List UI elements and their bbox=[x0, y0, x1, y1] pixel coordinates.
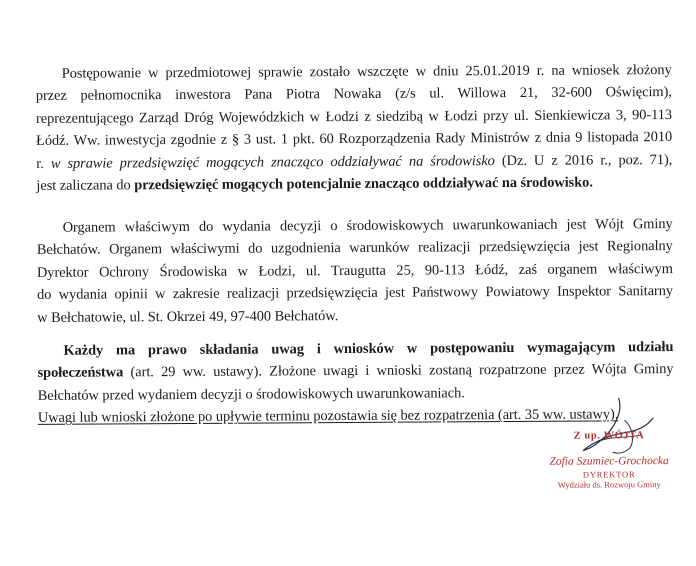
text-fragment: r. bbox=[36, 155, 44, 172]
text-line: Bełchatów. Organem właściwymi do uzgodnienia warunków realizacji przedsięwzięcia jest Regionalny bbox=[36, 238, 673, 259]
classification-emphasis: przedsięwzięć mogących potencjalnie znacząco oddziaływać na środowisko. bbox=[134, 174, 593, 194]
text-line: w Bełchatowie, ul. St. Okrzei 49, 97-400 Bełchatów. bbox=[37, 307, 339, 326]
paragraph-proceedings bbox=[36, 59, 673, 197]
rights-emphasis: społeczeństwa bbox=[37, 364, 124, 382]
stamp-authority: Z up. WÓJTA bbox=[573, 430, 645, 442]
rights-emphasis: Każdy ma prawo składania uwag i wniosków w postępowaniu wymagającym udziału bbox=[63, 339, 674, 359]
regulation-title: w sprawie przedsięwzięć mogących znacząco oddziaływać na środowisko bbox=[50, 152, 495, 172]
text-line: do wydania opinii w zakresie realizacji przedsięwzięcia jest Państwowy Powiatowy Inspektor Sanitarny bbox=[37, 283, 674, 304]
text-line bbox=[37, 358, 673, 384]
stamp-signatory-name: Zofia Szumiec-Grochocka bbox=[549, 455, 669, 468]
text-line: Łódź. Ww. inwestycja zgodnie z § 3 ust. 1 pkt. 60 Rozporządzenia Rady Ministrów z dnia 9 listopada 2010 bbox=[36, 129, 673, 150]
text-fragment: jest zaliczana do bbox=[36, 177, 131, 194]
stamp-signatory-title: DYREKTOR bbox=[582, 469, 636, 480]
text-line: Organem właściwym do wydania decyzji o środowiskowych uwarunkowaniach jest Wójt Gminy bbox=[62, 216, 673, 236]
underlined-notice: Uwagi lub wnioski złożone po upływie terminu pozostawia się bez rozpatrzenia (art. 35 ww. ustawy). bbox=[37, 406, 619, 427]
text-fragment: (Dz. U z 2016 r., poz. 71), bbox=[501, 151, 673, 169]
text-line: Bełchatów przed wydaniem decyzji o środowiskowych uwarunkowaniach. bbox=[37, 385, 465, 404]
text-line: Postępowanie w przedmiotowej sprawie zostało wszczęte w dniu 25.01.2019 r. na wniosek złożony bbox=[61, 62, 672, 82]
text-line: Dyrektor Ochrony Środowiska w Łodzi, ul. Traugutta 25, 90-113 Łódź, zaś organem właściwym bbox=[36, 260, 673, 281]
paragraph-authorities bbox=[37, 213, 674, 329]
text-line: przez pełnomocnika inwestora Pana Piotra Nowaka (z/s ul. Willowa 21, 32-600 Oświęcim), bbox=[35, 84, 672, 105]
stamp-department: Wydziału ds. Rozwoju Gminy bbox=[557, 479, 661, 490]
text-fragment: (art. 29 ww. ustawy). Złożone uwagi i wnioski zostaną rozpatrzone przez Wójta Gminy bbox=[130, 361, 674, 381]
text-line bbox=[36, 171, 672, 197]
text-line: reprezentującego Zarząd Dróg Wojewódzkich w Łodzi z siedzibą w Łodzi przy ul. Sienkiewicza 3, 90-113 bbox=[35, 106, 673, 127]
